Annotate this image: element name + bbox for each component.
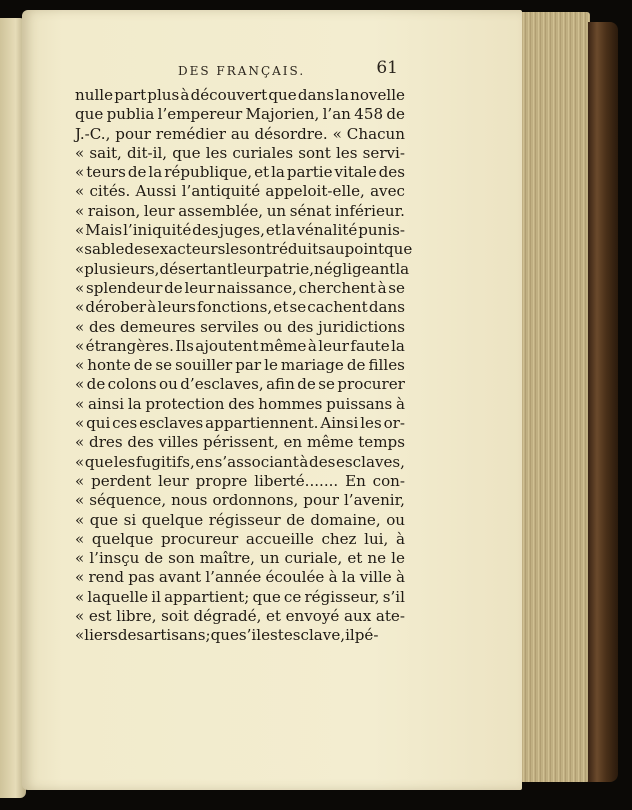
text-line: « cités. Aussi l’antiquité appeloit-elle, avec bbox=[75, 182, 405, 201]
text-line: que publia l’empereur Majorien, l’an 458 de bbox=[75, 105, 405, 124]
text-line: « des demeures serviles ou des juridictions bbox=[75, 317, 405, 336]
text-line: « séquence, nous ordonnons, pour l’avenir, bbox=[75, 491, 405, 510]
book-fore-edge bbox=[512, 12, 590, 782]
text-line: « ainsi la protection des hommes puissans à bbox=[75, 394, 405, 413]
book-cover-board bbox=[588, 22, 618, 782]
text-line: « qui ces esclaves appartiennent. Ainsi les or- bbox=[75, 414, 405, 433]
text-line: « rend pas avant l’année écoulée à la ville à bbox=[75, 568, 405, 587]
text-line: « de colons ou d’esclaves, afin de se procurer bbox=[75, 375, 405, 394]
text-line: « sable des exacteurs les ont réduits au point que bbox=[75, 240, 413, 259]
text-line: « honte de se souiller par le mariage de filles bbox=[75, 356, 405, 375]
text-line: « Mais l’iniquité des juges, et la vénalité punis- bbox=[75, 221, 405, 240]
text-line: « sait, dit-il, que les curiales sont les servi- bbox=[75, 143, 405, 162]
text-line: « plusieurs, désertant leur patrie, négligeant la bbox=[75, 259, 410, 278]
text-line: « perdent leur propre liberté....... En con- bbox=[75, 471, 405, 490]
text-line: « raison, leur assemblée, un sénat inférieur. bbox=[75, 201, 405, 220]
text-line: « dres des villes périssent, en même temps bbox=[75, 433, 405, 452]
running-head: DES FRANÇAIS. bbox=[178, 64, 306, 78]
text-line: « quelque procureur accueille chez lui, à bbox=[75, 529, 405, 548]
text-line: J.-C., pour remédier au désordre. « Chacun bbox=[75, 124, 405, 143]
page-header bbox=[178, 58, 508, 84]
text-line: « est libre, soit dégradé, et envoyé aux ate- bbox=[75, 607, 405, 626]
text-line: « liers des artisans; que s’il est esclave, il pé- bbox=[75, 626, 379, 645]
text-line: « l’insçu de son maître, un curiale, et ne le bbox=[75, 549, 405, 568]
text-line: nulle part plus à découvert que dans la novelle bbox=[75, 86, 405, 104]
text-line: « que si quelque régisseur de domaine, ou bbox=[75, 510, 405, 529]
text-line: « laquelle il appartient; que ce régisseur, s’il bbox=[75, 587, 405, 606]
text-line: « splendeur de leur naissance, cherchent à se bbox=[75, 278, 405, 297]
text-line: « que les fugitifs, en s’associant à des esclaves, bbox=[75, 452, 405, 471]
page-number: 61 bbox=[376, 58, 398, 78]
body-text bbox=[75, 86, 413, 646]
text-line: « étrangères. Ils ajoutent même à leur faute la bbox=[75, 336, 405, 355]
text-line: « teurs de la république, et la partie vitale des bbox=[75, 163, 405, 182]
text-line: « dérober à leurs fonctions, et se cachent dans bbox=[75, 298, 405, 317]
